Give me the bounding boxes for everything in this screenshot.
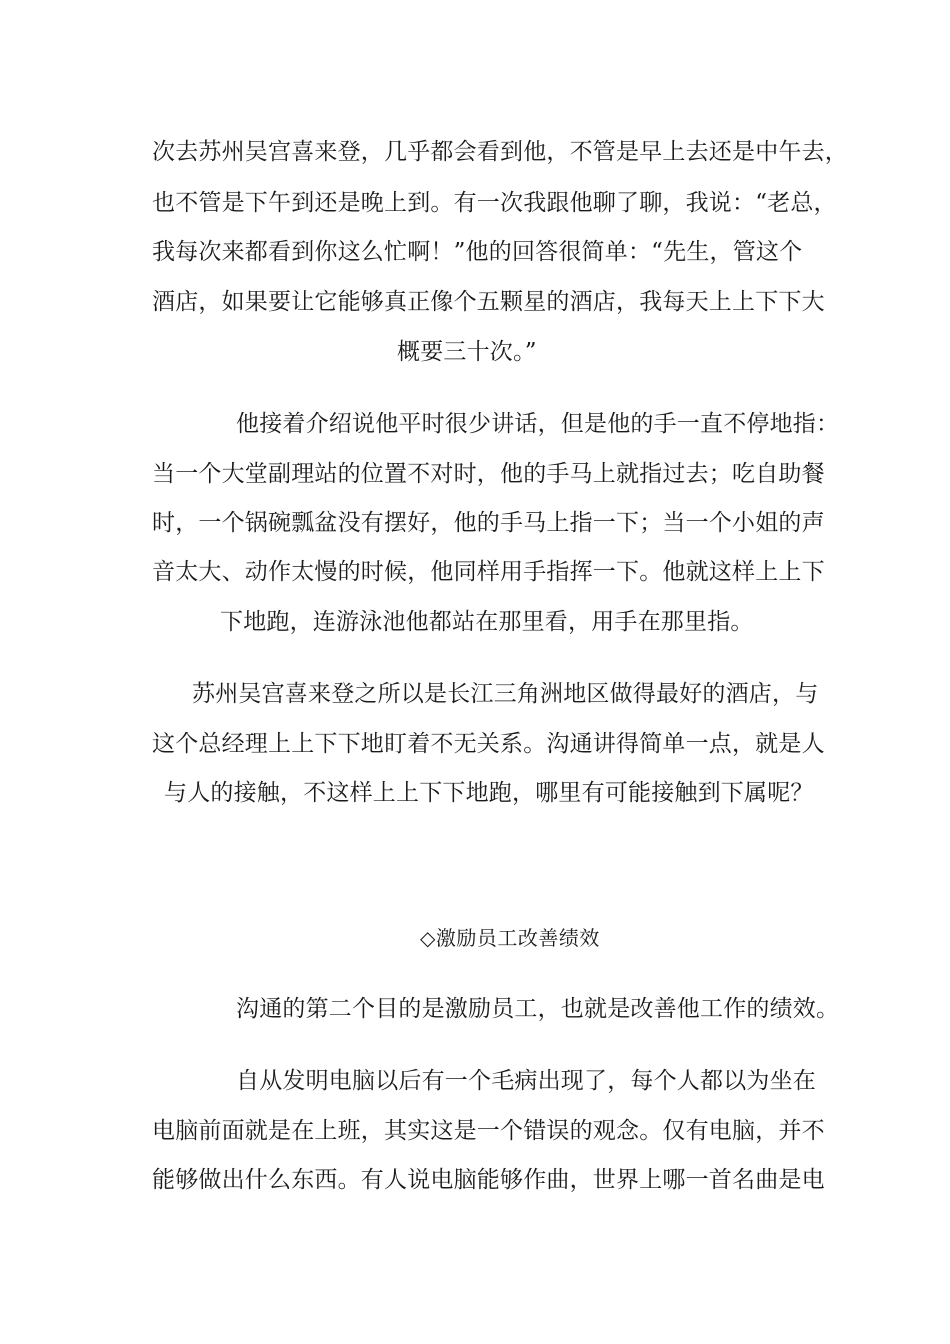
paragraph3-line-2: 这个总经理上上下下地盯着不无关系。沟通讲得简单一点，就是人 (152, 731, 825, 757)
paragraph2-line-3: 时，一个锅碗瓢盆没有摆好，他的手马上指一下；当一个小姐的声 (152, 510, 825, 536)
paragraph1-line-3: 我每次来都看到你这么忙啊！”他的回答很简单：“先生，管这个 (152, 239, 803, 265)
paragraph2-line-2: 当一个大堂副理站的位置不对时，他的手马上就指过去；吃自助餐 (152, 461, 825, 487)
paragraph3-line-3: 与人的接触，不这样上上下下地跑，哪里有可能接触到下属呢？ (164, 780, 814, 806)
paragraph4-line-1: 沟通的第二个目的是激励员工，也就是改善他工作的绩效。 (236, 996, 840, 1022)
paragraph5-line-3: 能够做出什么东西。有人说电脑能够作曲，世界上哪一首名曲是电 (152, 1167, 825, 1193)
paragraph1-line-4: 酒店，如果要让它能够真正像个五颗星的酒店，我每天上上下下大 (152, 289, 825, 315)
paragraph1-line-2: 也不管是下午到还是晚上到。有一次我跟他聊了聊，我说：“老总， (152, 190, 837, 216)
section-heading: ◇激励员工改善绩效 (420, 926, 600, 950)
paragraph2-line-4: 音太大、动作太慢的时候，他同样用手指挥一下。他就这样上上下 (152, 559, 825, 585)
paragraph1-line-1: 次去苏州吴宫喜来登，几乎都会看到他，不管是早上去还是中午去， (152, 139, 848, 165)
paragraph3-line-1: 苏州吴宫喜来登之所以是长江三角洲地区做得最好的酒店，与 (192, 681, 819, 707)
paragraph5-line-2: 电脑前面就是在上班，其实这是一个错误的观念。仅有电脑，并不 (152, 1118, 825, 1144)
paragraph2-line-5: 下地跑，连游泳池他都站在那里看，用手在那里指。 (220, 609, 754, 635)
paragraph1-line-5: 概要三十次。” (397, 339, 537, 365)
paragraph2-line-1: 他接着介绍说他平时很少讲话，但是他的手一直不停地指： (236, 411, 840, 437)
paragraph5-line-1: 自从发明电脑以后有一个毛病出现了，每个人都以为坐在 (236, 1068, 816, 1094)
